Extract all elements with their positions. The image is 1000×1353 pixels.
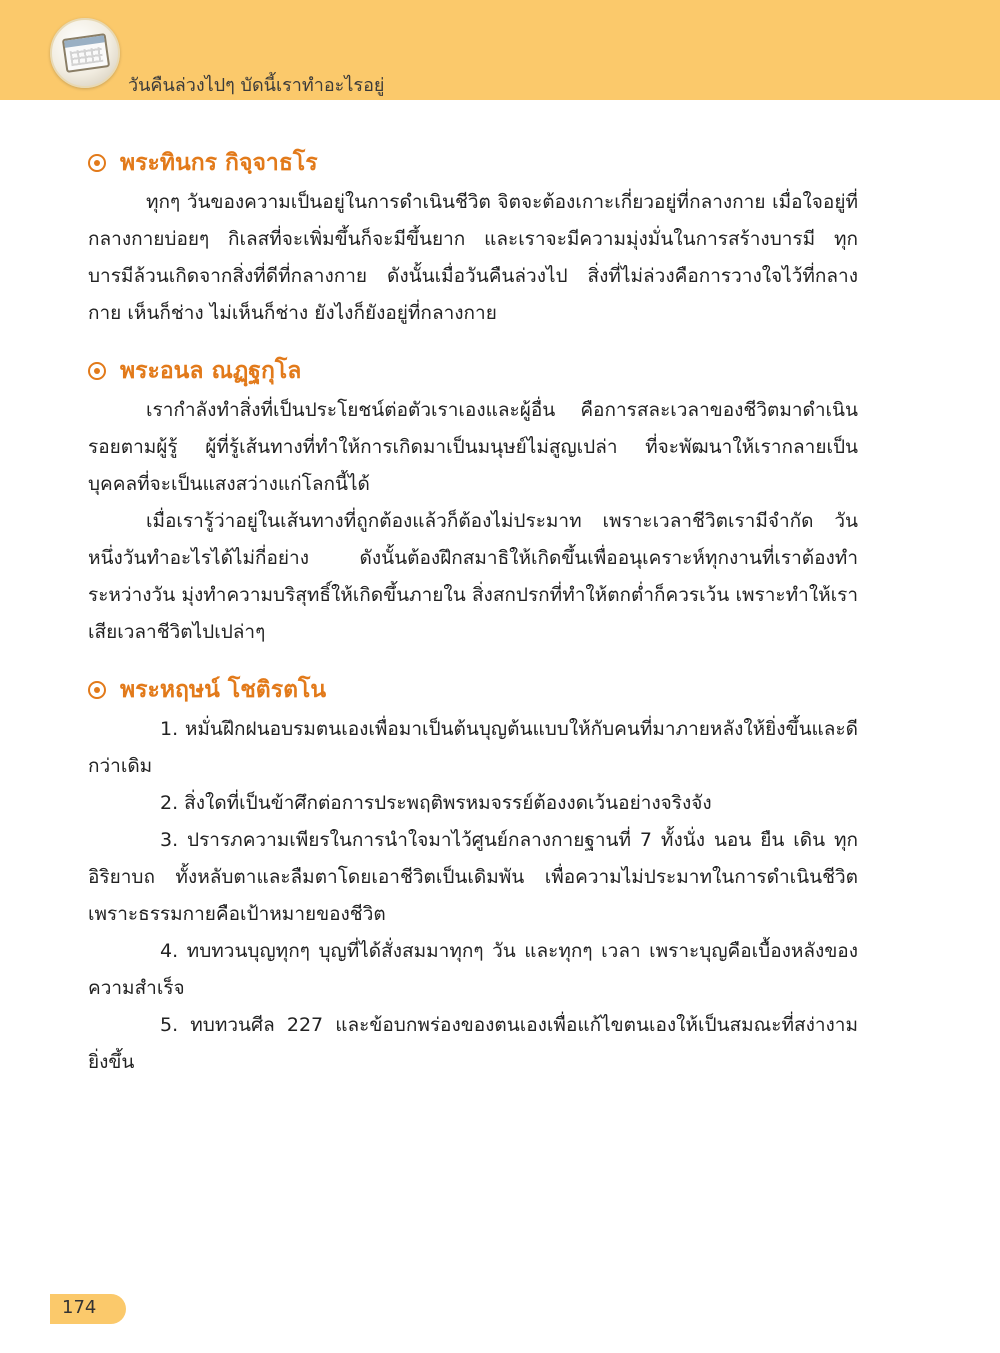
- section-heading-text: พระหฤษน์ โชติรตโน: [120, 677, 327, 703]
- page-content: [88, 140, 858, 1099]
- section-heading-text: พระทินกร กิจฺจาธโร: [120, 150, 318, 176]
- section-heading: [88, 669, 858, 711]
- calendar-icon: [50, 18, 120, 88]
- section-heading: [88, 142, 858, 184]
- bullet-circle-icon: [88, 154, 106, 172]
- bullet-circle-icon: [88, 681, 106, 699]
- paragraph: เรากำลังทำสิ่งที่เป็นประโยชน์ต่อตัวเราเองและผู้อื่น คือการสละเวลาของชีวิตมาดำเนินรอยตามผู้รู้ ผู้ที่รู้เส้นทางที่ทำให้การเกิดมาเป็นมนุษย์ไม่สูญเปล่า ที่จะพัฒนาให้เรากลายเป็นบุคคลที่จะเป็นแสงสว่างแก่โลกนี้ได้: [88, 399, 858, 495]
- list-item: 4. ทบทวนบุญทุกๆ บุญที่ได้สั่งสมมาทุกๆ วัน และทุกๆ เวลา เพราะบุญคือเบื้องหลังของความสำเร็จ: [88, 940, 858, 999]
- paragraph: ทุกๆ วันของความเป็นอยู่ในการดำเนินชีวิต จิตจะต้องเกาะเกี่ยวอยู่ที่กลางกาย เมื่อใจอยู่ที่กลางกายบ่อยๆ กิเลสที่จะเพิ่มขึ้นก็จะมีขึ้นยาก และเราจะมีความมุ่งมั่นในการสร้างบารมี ทุกบารมีล้วนเกิดจากสิ่งที่ดีที่กลางกาย ดังนั้นเมื่อวันคืนล่วงไป สิ่งที่ไม่ล่วงคือการวางใจไว้ที่กลางกาย เห็นก็ช่าง ไม่เห็นก็ช่าง ยังไงก็ยังอยู่ที่กลางกาย: [88, 191, 858, 324]
- section-2: [88, 350, 858, 651]
- list-item: 2. สิ่งใดที่เป็นข้าศึกต่อการประพฤติพรหมจรรย์ต้องงดเว้นอย่างจริงจัง: [160, 792, 712, 814]
- header-title: วันคืนล่วงไปๆ บัดนี้เราทำอะไรอยู่: [128, 75, 385, 96]
- list-item: 5. ทบทวนศีล 227 และข้อบกพร่องของตนเองเพื่อแก้ไขตนเองให้เป็นสมณะที่สง่างามยิ่งขึ้น: [88, 1014, 858, 1073]
- bullet-circle-icon: [88, 362, 106, 380]
- section-1: [88, 142, 858, 332]
- list-item: 3. ปรารภความเพียรในการนำใจมาไว้ศูนย์กลางกายฐานที่ 7 ทั้งนั่ง นอน ยืน เดิน ทุกอิริยาบถ ทั้งหลับตาและลืมตาโดยเอาชีวิตเป็นเดิมพัน เพื่อความไม่ประมาทในการดำเนินชีวิต เพราะธรรมกายคือเป้าหมายของชีวิต: [88, 829, 858, 925]
- section-heading: [88, 350, 858, 392]
- section-heading-text: พระอนล ณฏฺฐกุโล: [120, 358, 302, 384]
- paragraph: เมื่อเรารู้ว่าอยู่ในเส้นทางที่ถูกต้องแล้วก็ต้องไม่ประมาท เพราะเวลาชีวิตเรามีจำกัด วันหนึ่งวันทำอะไรได้ไม่กี่อย่าง ดังนั้นต้องฝึกสมาธิให้เกิดขึ้นเพื่ออนุเคราะห์ทุกงานที่เราต้องทำระหว่างวัน มุ่งทำความบริสุทธิ์ให้เกิดขึ้นภายใน สิ่งสกปรกที่ทำให้ตกต่ำก็ควรเว้น เพราะทำให้เราเสียเวลาชีวิตไปเปล่าๆ: [88, 510, 858, 643]
- section-3: [88, 669, 858, 1081]
- header-band: [0, 0, 1000, 100]
- list-item: 1. หมั่นฝึกฝนอบรมตนเองเพื่อมาเป็นต้นบุญต้นแบบให้กับคนที่มาภายหลังให้ยิ่งขึ้นและดีกว่าเดิม: [88, 718, 858, 777]
- page-number: 174: [62, 1297, 97, 1318]
